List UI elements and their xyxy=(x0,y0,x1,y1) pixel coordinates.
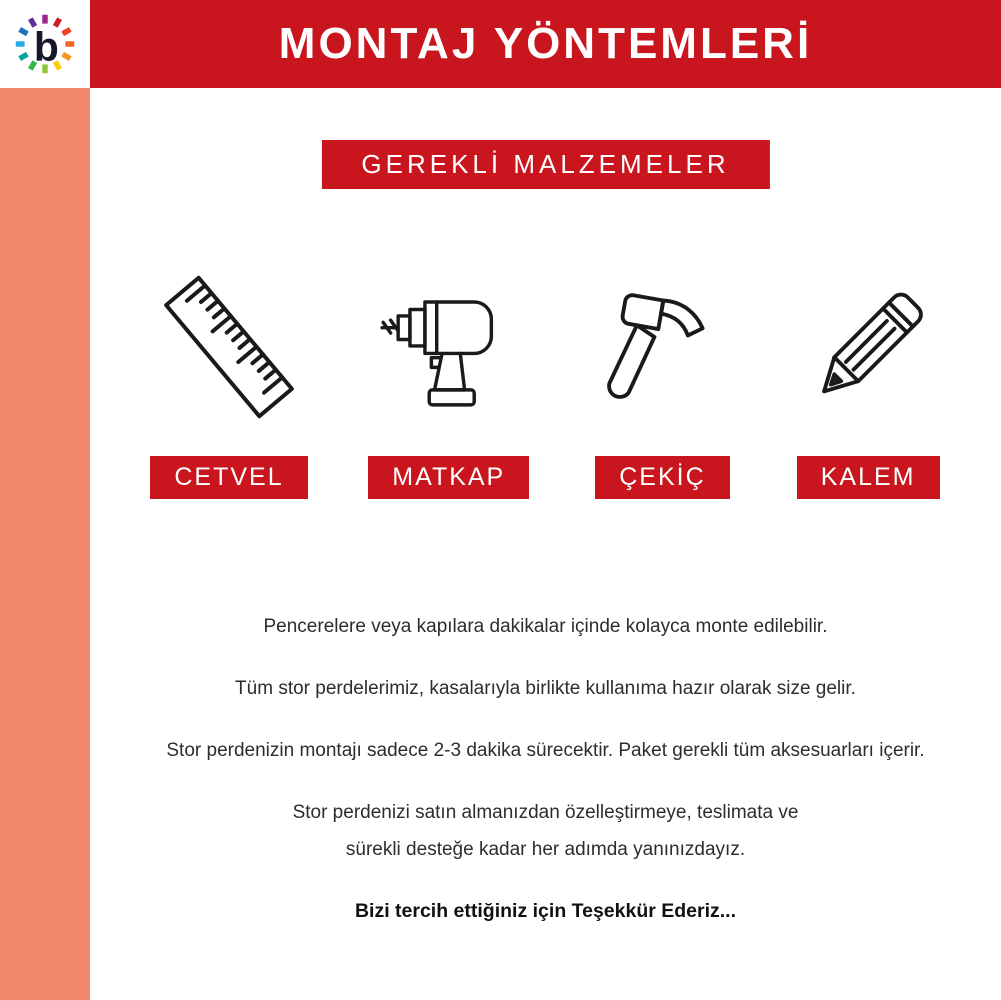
section-title-banner: GEREKLİ MALZEMELER xyxy=(321,140,769,189)
tool-label: MATKAP xyxy=(368,456,529,499)
logo-letter: b xyxy=(33,23,59,70)
description-block xyxy=(90,608,1001,955)
description-line-3: Stor perdenizin montajı sadece 2-3 dakika sürecektir. Paket gerekli tüm aksesuarları içerir. xyxy=(166,740,925,761)
content-area xyxy=(90,88,1001,1000)
header-bar xyxy=(0,0,1001,88)
tools-row xyxy=(90,238,1001,499)
page-title: MONTAJ YÖNTEMLERİ xyxy=(278,19,813,68)
tool-cekic xyxy=(590,238,735,499)
thanks-message: Bizi tercih ettiğiniz için Teşekkür Ederiz... xyxy=(354,900,737,922)
description-line-1: Pencerelere veya kapılara dakikalar içinde kolayca monte edilebilir. xyxy=(263,616,828,637)
tool-label: CETVEL xyxy=(150,456,307,499)
drill-icon xyxy=(371,238,526,456)
tool-label: ÇEKİÇ xyxy=(595,456,729,499)
tool-kalem xyxy=(796,238,941,499)
hammer-icon xyxy=(590,238,735,456)
ruler-icon xyxy=(154,238,304,456)
description-line-4a: Stor perdenizi satın almanızdan özelleştirmeye, teslimata ve xyxy=(292,802,799,823)
tool-label: KALEM xyxy=(797,456,940,499)
brand-logo-icon xyxy=(11,10,79,78)
tool-matkap xyxy=(368,238,529,499)
brand-logo xyxy=(0,0,90,88)
description-line-4 xyxy=(90,794,1001,868)
side-accent-strip xyxy=(0,88,90,1000)
tool-cetvel xyxy=(150,238,307,499)
description-line-4b: sürekli desteğe kadar her adımda yanınızdayız. xyxy=(345,839,746,860)
pencil-icon xyxy=(796,238,941,456)
description-line-2: Tüm stor perdelerimiz, kasalarıyla birlikte kullanıma hazır olarak size gelir. xyxy=(235,678,856,699)
